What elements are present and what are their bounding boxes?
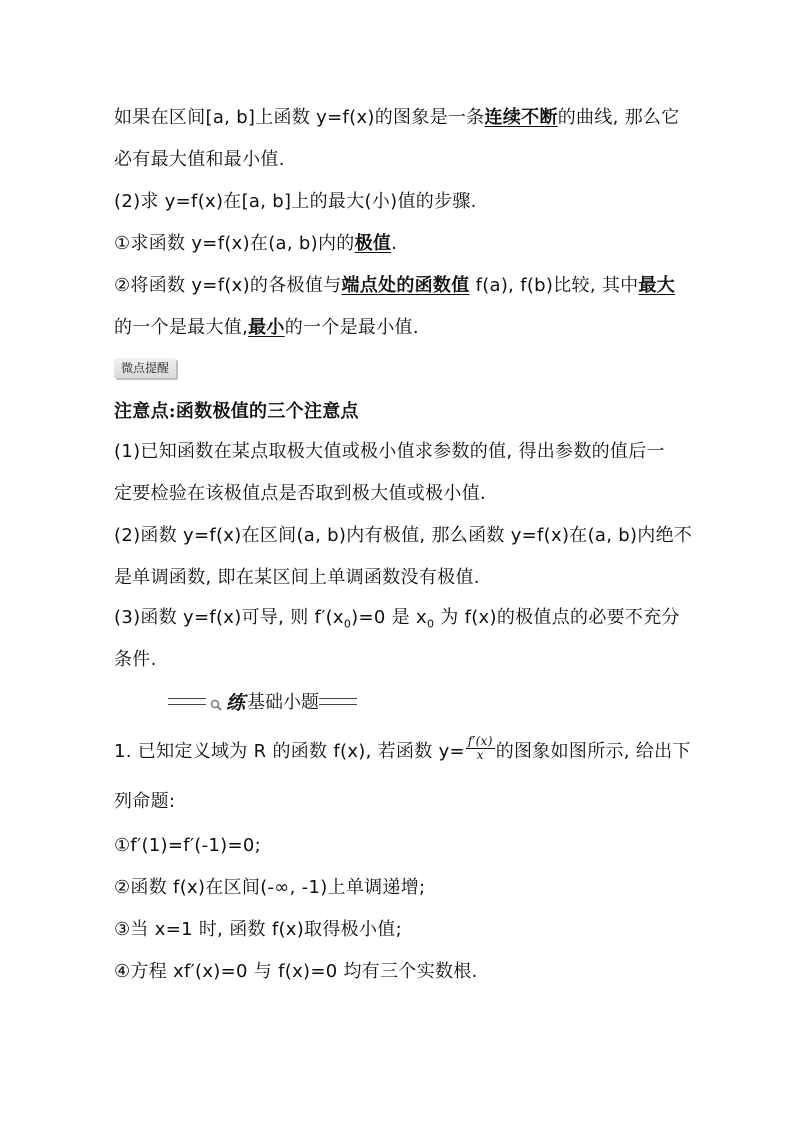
- question-stem-line-1: [114, 733, 691, 764]
- fraction-numerator: f′(x): [467, 733, 493, 748]
- intro-line-2: 必有最大值和最小值.: [114, 149, 285, 170]
- question-stem-line-2: 列命题:: [114, 791, 176, 812]
- step-1-text: ①求函数 y=f(x)在(a, b)内的: [114, 233, 355, 254]
- option-4: ④方程 xf′(x)=0 与 f(x)=0 均有三个实数根.: [114, 961, 478, 982]
- tip-point-1-line-2: 定要检验在该极值点是否取到极大值或极小值.: [114, 483, 487, 504]
- fraction-formula: [466, 735, 495, 762]
- question-stem-text: 1. 已知定义域为 R 的函数 f(x), 若函数 y=: [114, 741, 465, 762]
- keyword-endpoint-values: 端点处的函数值: [341, 275, 470, 296]
- intro-text-end: 的曲线, 那么它: [557, 107, 680, 128]
- option-3: ③当 x=1 时, 函数 f(x)取得极小值;: [114, 919, 402, 940]
- tip-3-text-c: 为 f(x)的极值点的必要不充分: [434, 607, 680, 628]
- tip-tag: 微点提醒: [114, 358, 176, 378]
- option-1: ①f′(1)=f′(-1)=0;: [114, 835, 261, 856]
- step-2: [114, 274, 675, 298]
- section-title: 基础小题: [247, 692, 320, 713]
- tip-point-2-line-1: (2)函数 y=f(x)在区间(a, b)内有极值, 那么函数 y=f(x)在(a, b)内绝不: [114, 525, 693, 546]
- step-2-mid: f(a), f(b)比较, 其中: [469, 275, 639, 296]
- step-1: [114, 232, 397, 256]
- question-stem-text-end: 的图象如图所示, 给出下: [495, 741, 691, 762]
- step-1-end: .: [391, 233, 398, 254]
- step-2-text: ②将函数 y=f(x)的各极值与: [114, 275, 342, 296]
- magnifier-icon: [210, 695, 222, 707]
- fraction-denominator: x: [476, 747, 484, 762]
- step-2-continued: [114, 316, 419, 340]
- tip-3-subscript: 0: [343, 617, 352, 631]
- tip-3-text-b: )=0 是 x: [351, 607, 427, 628]
- step-2-cont-text: 的一个是最大值,: [114, 317, 249, 338]
- tip-heading: 注意点:函数极值的三个注意点: [114, 401, 359, 422]
- double-rule-left: [168, 698, 206, 705]
- keyword-extremum: 极值: [354, 233, 392, 254]
- tip-point-1-line-1: (1)已知函数在某点取极大值或极小值求参数的值, 得出参数的值后一: [114, 441, 665, 462]
- section-header: [168, 688, 357, 714]
- tip-3-subscript-2: 0: [426, 617, 435, 631]
- option-2: ②函数 f(x)在区间(-∞, -1)上单调递增;: [114, 877, 426, 898]
- tip-point-2-line-2: 是单调函数, 即在某区间上单调函数没有极值.: [114, 567, 480, 588]
- section-char: 练: [226, 691, 246, 714]
- intro-line-1: [114, 106, 680, 130]
- intro-text: 如果在区间[a, b]上函数 y=f(x)的图象是一条: [114, 107, 485, 128]
- steps-title: (2)求 y=f(x)在[a, b]上的最大(小)值的步骤.: [114, 191, 477, 212]
- keyword-continuous: 连续不断: [484, 107, 558, 128]
- double-rule-right: [319, 698, 357, 705]
- keyword-largest: 最大: [638, 275, 676, 296]
- tip-point-3-line-1: [114, 606, 680, 637]
- tip-point-3-line-2: 条件.: [114, 649, 157, 670]
- tip-3-text-a: (3)函数 y=f(x)可导, 则 f′(x: [114, 607, 344, 628]
- keyword-smallest: 最小: [248, 317, 285, 338]
- step-2-cont-end: 的一个是最小值.: [284, 317, 419, 338]
